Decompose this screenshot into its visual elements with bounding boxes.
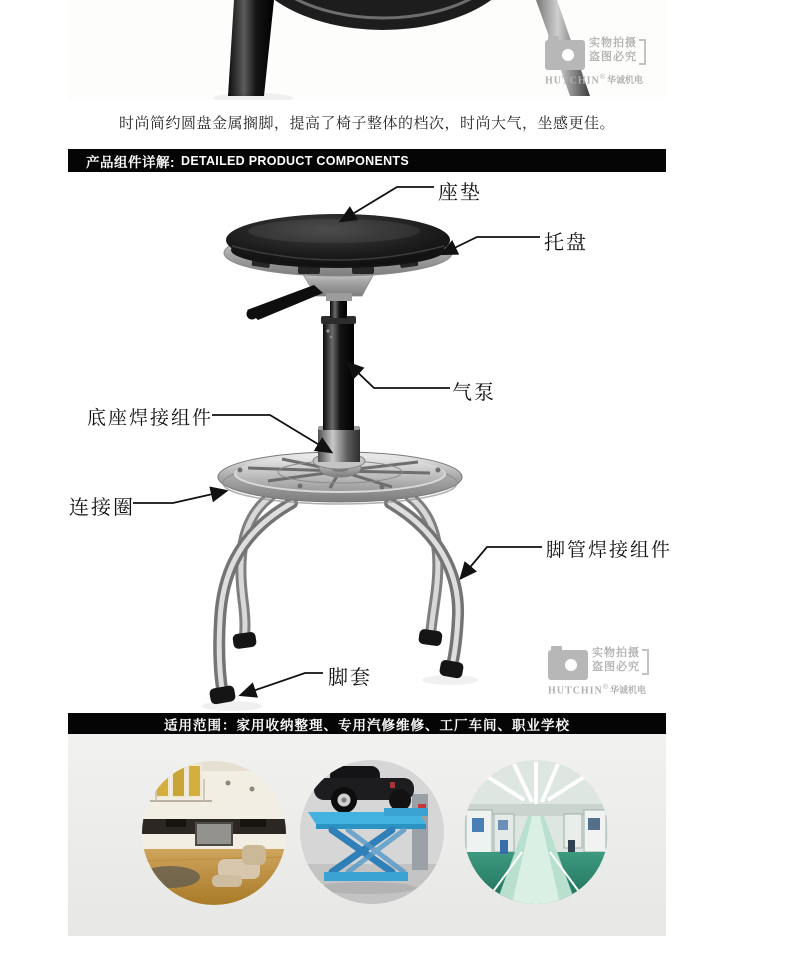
camera-icon <box>545 40 585 70</box>
auto-repair-lift-scene <box>300 760 444 904</box>
home-storage-scene <box>142 761 286 905</box>
bracket-shape <box>642 649 649 675</box>
stool-footrest-photo <box>68 0 666 100</box>
label-air-pump: 气泵 <box>452 382 496 404</box>
registered-mark: ® <box>599 74 605 81</box>
component-diagram <box>0 172 800 713</box>
bracket-shape <box>639 39 646 65</box>
label-seat-cushion: 座垫 <box>438 182 482 204</box>
watermark-line1: 实物拍摄 <box>589 37 637 49</box>
brand-name: HUTCHIN <box>545 75 600 87</box>
company-name: 华诚机电 <box>606 75 643 86</box>
watermark-line1: 实物拍摄 <box>592 647 640 659</box>
intro-caption: 时尚简约圆盘金属搁脚，提高了椅子整体的档次，时尚大气，坐感更佳。 <box>118 115 615 132</box>
scope-section-banner <box>68 713 666 734</box>
components-title-zh: 产品组件详解: <box>86 154 175 170</box>
components-title-en: DETAILED PRODUCT COMPONENTS <box>181 153 410 168</box>
watermark-line2: 盗图必究 <box>589 51 637 63</box>
watermark-top <box>545 36 653 87</box>
stool-diagram-art <box>0 172 800 713</box>
registered-mark: ® <box>602 684 608 691</box>
application-scenes-section <box>68 734 666 936</box>
pump-column <box>313 294 365 469</box>
factory-workshop-scene <box>464 760 608 904</box>
label-foot-cover: 脚套 <box>328 667 372 689</box>
scope-title: 适用范围：家用收纳整理、专用汽修维修、工厂车间、职业学校 <box>164 717 570 733</box>
watermark-bottom <box>548 646 656 697</box>
camera-icon <box>548 650 588 680</box>
label-tray: 托盘 <box>544 232 588 254</box>
label-connecting-ring: 连接圈 <box>69 497 135 519</box>
watermark-brand <box>548 682 656 697</box>
seat-cushion-art <box>224 214 452 276</box>
company-name: 华诚机电 <box>609 685 646 696</box>
brand-name: HUTCHIN <box>548 685 603 697</box>
watermark-line2: 盗图必究 <box>592 661 640 673</box>
label-base-weld-assembly: 底座焊接组件 <box>87 408 214 429</box>
watermark-brand <box>545 72 653 87</box>
label-leg-tube-weld-assembly: 脚管焊接组件 <box>546 540 673 561</box>
components-section-banner <box>68 149 666 172</box>
